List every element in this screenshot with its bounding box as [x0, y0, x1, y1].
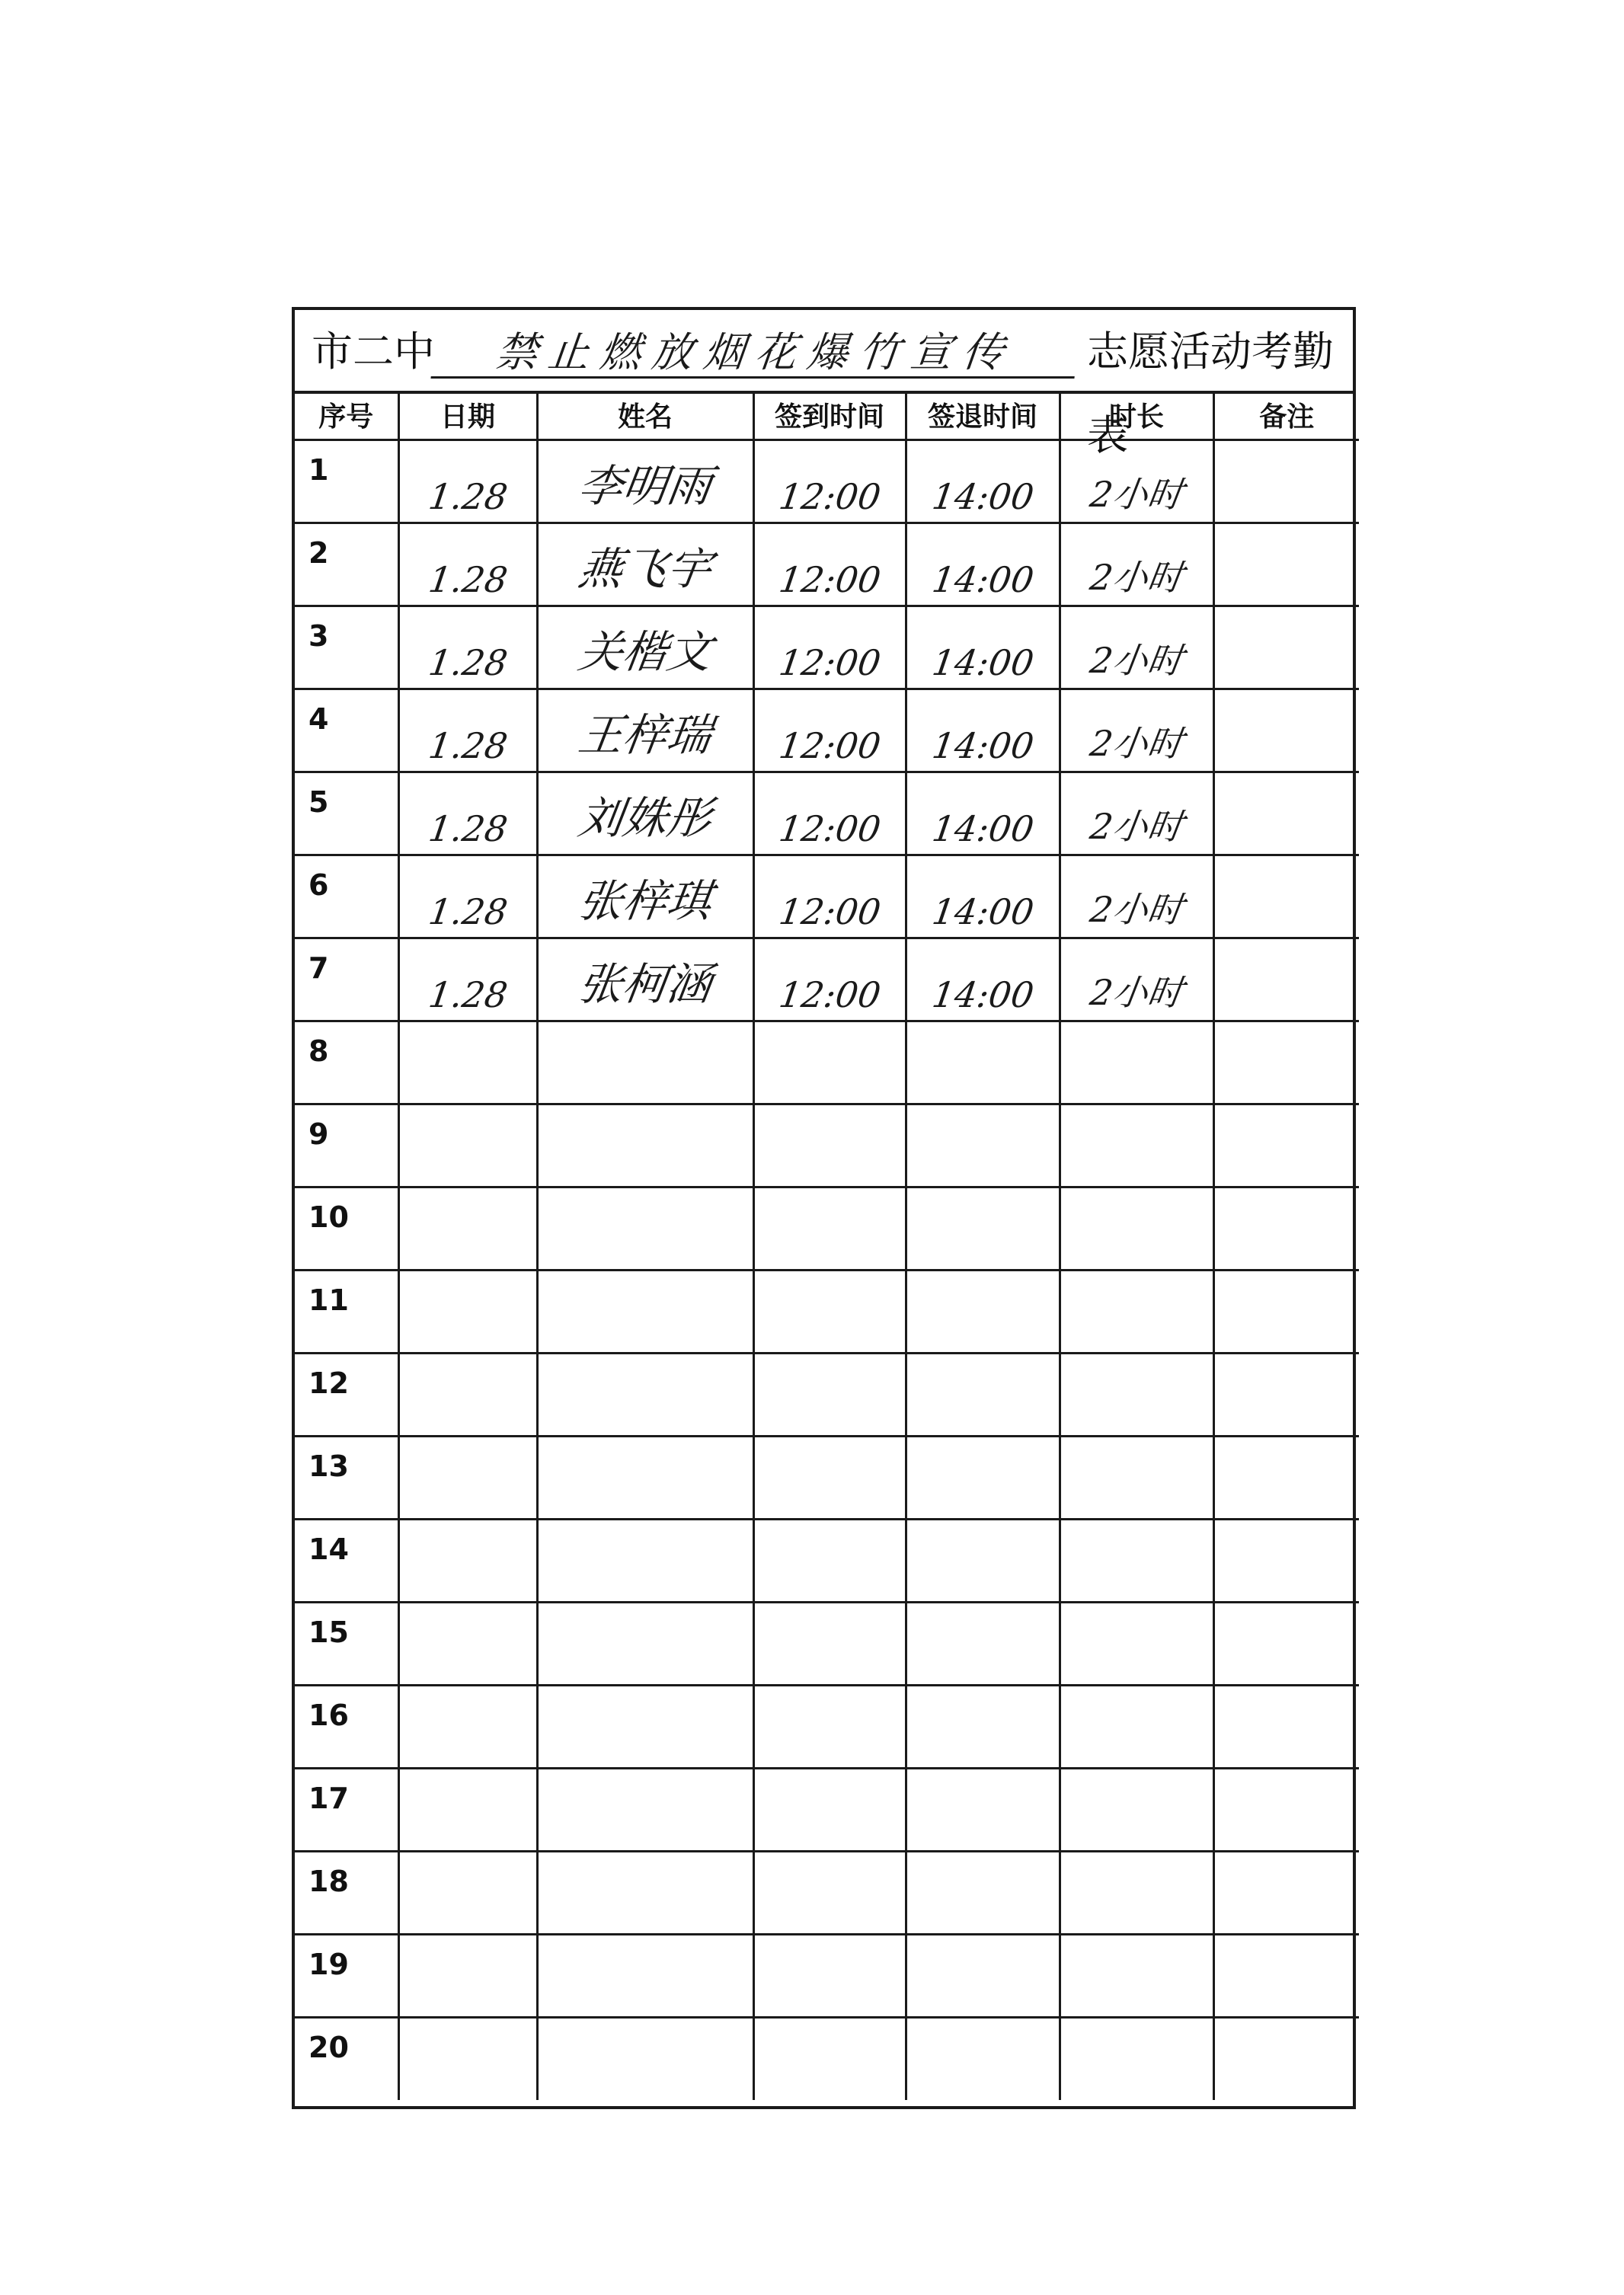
duration-cell — [1060, 1353, 1213, 1436]
sign-out-cell — [906, 855, 1060, 938]
sign-out-cell — [906, 689, 1060, 772]
seq-cell-text: 17 — [308, 1781, 349, 1815]
duration-cell — [1060, 1768, 1213, 1851]
sign-out-cell — [906, 440, 1060, 523]
name-cell-text: 关楷文 — [574, 625, 715, 678]
note-cell — [1213, 1436, 1359, 1519]
duration-cell — [1060, 523, 1213, 606]
seq-cell — [295, 1934, 398, 2017]
seq-cell — [295, 606, 398, 689]
seq-cell-text: 18 — [308, 1864, 349, 1898]
sign-out-cell — [906, 1602, 1060, 1685]
date-cell — [398, 855, 537, 938]
seq-cell — [295, 440, 398, 523]
note-cell — [1213, 1021, 1359, 1104]
activity-name-handwritten: 禁止燃放烟花爆竹宣传 — [430, 327, 1079, 379]
date-cell — [398, 1353, 537, 1436]
name-cell-text: 张梓琪 — [574, 874, 715, 927]
note-cell — [1213, 1519, 1359, 1602]
table-row — [295, 1519, 1359, 1602]
seq-cell-text: 7 — [308, 951, 329, 985]
table-row — [295, 440, 1359, 523]
duration-cell — [1060, 1104, 1213, 1187]
seq-cell — [295, 1602, 398, 1685]
name-cell-text: 刘姝彤 — [574, 791, 715, 844]
seq-cell — [295, 772, 398, 855]
date-cell — [398, 938, 537, 1021]
table-row — [295, 855, 1359, 938]
sign-out-cell — [906, 1187, 1060, 1270]
date-cell — [398, 523, 537, 606]
seq-cell-text: 19 — [308, 1947, 349, 1981]
note-cell — [1213, 523, 1359, 606]
duration-cell — [1060, 1851, 1213, 1934]
seq-cell-text: 6 — [308, 868, 329, 902]
seq-cell — [295, 1768, 398, 1851]
sign-out-cell — [906, 1519, 1060, 1602]
seq-cell — [295, 1270, 398, 1353]
name-cell — [537, 1934, 753, 2017]
date-cell — [398, 772, 537, 855]
seq-cell-text: 5 — [308, 785, 329, 819]
seq-cell-text: 11 — [308, 1283, 349, 1317]
duration-cell-text: 2小时 — [1087, 556, 1186, 598]
name-cell-text: 燕飞宇 — [574, 542, 715, 595]
name-cell — [537, 1021, 753, 1104]
note-cell — [1213, 606, 1359, 689]
name-cell — [537, 772, 753, 855]
seq-cell-text: 4 — [308, 702, 329, 736]
name-cell — [537, 938, 753, 1021]
name-cell-text: 张柯涵 — [574, 957, 715, 1010]
note-cell — [1213, 1353, 1359, 1436]
date-cell — [398, 2017, 537, 2100]
sign-out-cell — [906, 606, 1060, 689]
table-row — [295, 1436, 1359, 1519]
duration-cell-text: 2小时 — [1087, 888, 1186, 930]
note-cell — [1213, 1768, 1359, 1851]
note-cell — [1213, 1270, 1359, 1353]
seq-cell-text: 13 — [308, 1449, 349, 1483]
date-cell — [398, 689, 537, 772]
col-header-duration: 时长 — [1060, 391, 1213, 440]
date-cell — [398, 1602, 537, 1685]
sign-out-cell-text: 14:00 — [929, 807, 1037, 849]
seq-cell — [295, 2017, 398, 2100]
table-body — [295, 440, 1359, 2100]
note-cell — [1213, 1187, 1359, 1270]
sign-in-cell-text: 12:00 — [775, 724, 884, 766]
table-row — [295, 1768, 1359, 1851]
table-row — [295, 1021, 1359, 1104]
duration-cell — [1060, 1519, 1213, 1602]
date-cell-text: 1.28 — [425, 807, 510, 849]
seq-cell-text: 8 — [308, 1034, 329, 1068]
table-row — [295, 1602, 1359, 1685]
sign-out-cell — [906, 1685, 1060, 1768]
sign-out-cell — [906, 1353, 1060, 1436]
table-row — [295, 606, 1359, 689]
sign-in-cell — [753, 1934, 906, 2017]
duration-cell-text: 2小时 — [1087, 473, 1186, 515]
name-cell — [537, 689, 753, 772]
duration-cell — [1060, 606, 1213, 689]
sign-out-cell — [906, 1436, 1060, 1519]
date-cell-text: 1.28 — [425, 558, 510, 600]
duration-cell-text: 2小时 — [1087, 971, 1186, 1013]
sign-in-cell-text: 12:00 — [775, 558, 884, 600]
sign-in-cell — [753, 1436, 906, 1519]
note-cell — [1213, 1602, 1359, 1685]
name-cell — [537, 1270, 753, 1353]
note-cell — [1213, 689, 1359, 772]
date-cell-text: 1.28 — [425, 641, 510, 683]
seq-cell — [295, 1104, 398, 1187]
seq-cell — [295, 938, 398, 1021]
duration-cell — [1060, 855, 1213, 938]
table-row — [295, 772, 1359, 855]
name-cell — [537, 1768, 753, 1851]
seq-cell — [295, 1519, 398, 1602]
sign-out-cell-text: 14:00 — [929, 890, 1037, 932]
sign-out-cell-text: 14:00 — [929, 641, 1037, 683]
sign-out-cell — [906, 938, 1060, 1021]
date-cell — [398, 1934, 537, 2017]
sign-in-cell — [753, 440, 906, 523]
date-cell — [398, 1104, 537, 1187]
duration-cell-text: 2小时 — [1087, 639, 1186, 681]
sign-out-cell-text: 14:00 — [929, 724, 1037, 766]
seq-cell-text: 9 — [308, 1117, 329, 1151]
note-cell — [1213, 1685, 1359, 1768]
sign-in-cell — [753, 1519, 906, 1602]
date-cell — [398, 1436, 537, 1519]
name-cell — [537, 523, 753, 606]
seq-cell-text: 2 — [308, 535, 329, 570]
name-cell — [537, 1436, 753, 1519]
note-cell — [1213, 855, 1359, 938]
sign-in-cell — [753, 606, 906, 689]
note-cell — [1213, 938, 1359, 1021]
date-cell — [398, 1270, 537, 1353]
date-cell-text: 1.28 — [425, 724, 510, 766]
col-header-date: 日期 — [398, 391, 537, 440]
seq-cell-text: 1 — [308, 452, 329, 487]
sign-out-cell — [906, 1104, 1060, 1187]
table-row — [295, 523, 1359, 606]
note-cell — [1213, 1934, 1359, 2017]
sign-in-cell — [753, 855, 906, 938]
sign-in-cell — [753, 1602, 906, 1685]
sign-out-cell — [906, 523, 1060, 606]
name-cell — [537, 1353, 753, 1436]
name-cell — [537, 1602, 753, 1685]
table-row — [295, 1104, 1359, 1187]
date-cell — [398, 1768, 537, 1851]
school-name: 市二中 — [312, 328, 435, 376]
seq-cell — [295, 1353, 398, 1436]
name-cell — [537, 1187, 753, 1270]
col-header-sign-out: 签退时间 — [906, 391, 1060, 440]
duration-cell — [1060, 689, 1213, 772]
seq-cell-text: 10 — [308, 1200, 349, 1234]
sign-in-cell — [753, 1851, 906, 1934]
duration-cell — [1060, 1685, 1213, 1768]
name-cell — [537, 1851, 753, 1934]
note-cell — [1213, 1104, 1359, 1187]
table-row — [295, 1270, 1359, 1353]
date-cell — [398, 1685, 537, 1768]
sign-out-cell — [906, 1851, 1060, 1934]
col-header-sign-in: 签到时间 — [753, 391, 906, 440]
date-cell-text: 1.28 — [425, 973, 510, 1015]
seq-cell-text: 3 — [308, 618, 329, 653]
name-cell — [537, 440, 753, 523]
col-header-name: 姓名 — [537, 391, 753, 440]
table-row — [295, 1851, 1359, 1934]
name-cell — [537, 1519, 753, 1602]
header-row — [295, 391, 1359, 440]
name-cell-text: 王梓瑞 — [574, 708, 715, 761]
duration-cell — [1060, 1270, 1213, 1353]
seq-cell — [295, 1851, 398, 1934]
sign-out-cell-text: 14:00 — [929, 558, 1037, 600]
name-cell — [537, 855, 753, 938]
sign-in-cell-text: 12:00 — [775, 807, 884, 849]
name-cell — [537, 606, 753, 689]
sign-out-cell — [906, 772, 1060, 855]
seq-cell-text: 12 — [308, 1366, 349, 1400]
sign-in-cell — [753, 938, 906, 1021]
sign-in-cell-text: 12:00 — [775, 890, 884, 932]
date-cell — [398, 1021, 537, 1104]
sheet-title: 志愿活动考勤表 — [1087, 328, 1334, 459]
duration-cell-text: 2小时 — [1087, 805, 1186, 847]
name-cell — [537, 2017, 753, 2100]
date-cell — [398, 1187, 537, 1270]
date-cell — [398, 606, 537, 689]
seq-cell-text: 20 — [308, 2030, 349, 2064]
seq-cell-text: 16 — [308, 1698, 349, 1732]
name-cell — [537, 1685, 753, 1768]
sign-out-cell — [906, 2017, 1060, 2100]
sign-in-cell — [753, 772, 906, 855]
sign-in-cell — [753, 2017, 906, 2100]
note-cell — [1213, 440, 1359, 523]
table-row — [295, 689, 1359, 772]
duration-cell — [1060, 772, 1213, 855]
duration-cell — [1060, 440, 1213, 523]
seq-cell — [295, 1187, 398, 1270]
duration-cell — [1060, 1187, 1213, 1270]
duration-cell-text: 2小时 — [1087, 722, 1186, 764]
col-header-note: 备注 — [1213, 391, 1359, 440]
sign-in-cell-text: 12:00 — [775, 973, 884, 1015]
attendance-sheet — [292, 307, 1356, 2109]
date-cell-text: 1.28 — [425, 890, 510, 932]
sign-in-cell-text: 12:00 — [775, 475, 884, 517]
sign-in-cell — [753, 1768, 906, 1851]
seq-cell — [295, 689, 398, 772]
sign-in-cell — [753, 1353, 906, 1436]
sign-in-cell — [753, 1104, 906, 1187]
sign-out-cell — [906, 1270, 1060, 1353]
seq-cell — [295, 1021, 398, 1104]
seq-cell — [295, 523, 398, 606]
duration-cell — [1060, 2017, 1213, 2100]
name-cell-text: 李明雨 — [574, 459, 715, 512]
col-header-seq: 序号 — [295, 391, 398, 440]
sign-out-cell — [906, 1768, 1060, 1851]
sign-in-cell — [753, 1187, 906, 1270]
date-cell — [398, 1519, 537, 1602]
date-cell — [398, 1851, 537, 1934]
sign-in-cell — [753, 1270, 906, 1353]
date-cell — [398, 440, 537, 523]
note-cell — [1213, 772, 1359, 855]
note-cell — [1213, 2017, 1359, 2100]
note-cell — [1213, 1851, 1359, 1934]
duration-cell — [1060, 1436, 1213, 1519]
table-row — [295, 1934, 1359, 2017]
table-row — [295, 1685, 1359, 1768]
sign-in-cell — [753, 1685, 906, 1768]
table-row — [295, 2017, 1359, 2100]
seq-cell — [295, 1685, 398, 1768]
duration-cell — [1060, 1934, 1213, 2017]
duration-cell — [1060, 1021, 1213, 1104]
duration-cell — [1060, 938, 1213, 1021]
sign-out-cell-text: 14:00 — [929, 973, 1037, 1015]
sign-out-cell-text: 14:00 — [929, 475, 1037, 517]
sign-in-cell-text: 12:00 — [775, 641, 884, 683]
sign-in-cell — [753, 523, 906, 606]
date-cell-text: 1.28 — [425, 475, 510, 517]
name-cell — [537, 1104, 753, 1187]
sign-in-cell — [753, 1021, 906, 1104]
seq-cell — [295, 855, 398, 938]
table-row — [295, 938, 1359, 1021]
sign-out-cell — [906, 1934, 1060, 2017]
seq-cell-text: 14 — [308, 1532, 349, 1566]
seq-cell-text: 15 — [308, 1615, 349, 1649]
attendance-table — [295, 391, 1359, 2100]
table-row — [295, 1187, 1359, 1270]
seq-cell — [295, 1436, 398, 1519]
sign-out-cell — [906, 1021, 1060, 1104]
table-row — [295, 1353, 1359, 1436]
sign-in-cell — [753, 689, 906, 772]
duration-cell — [1060, 1602, 1213, 1685]
